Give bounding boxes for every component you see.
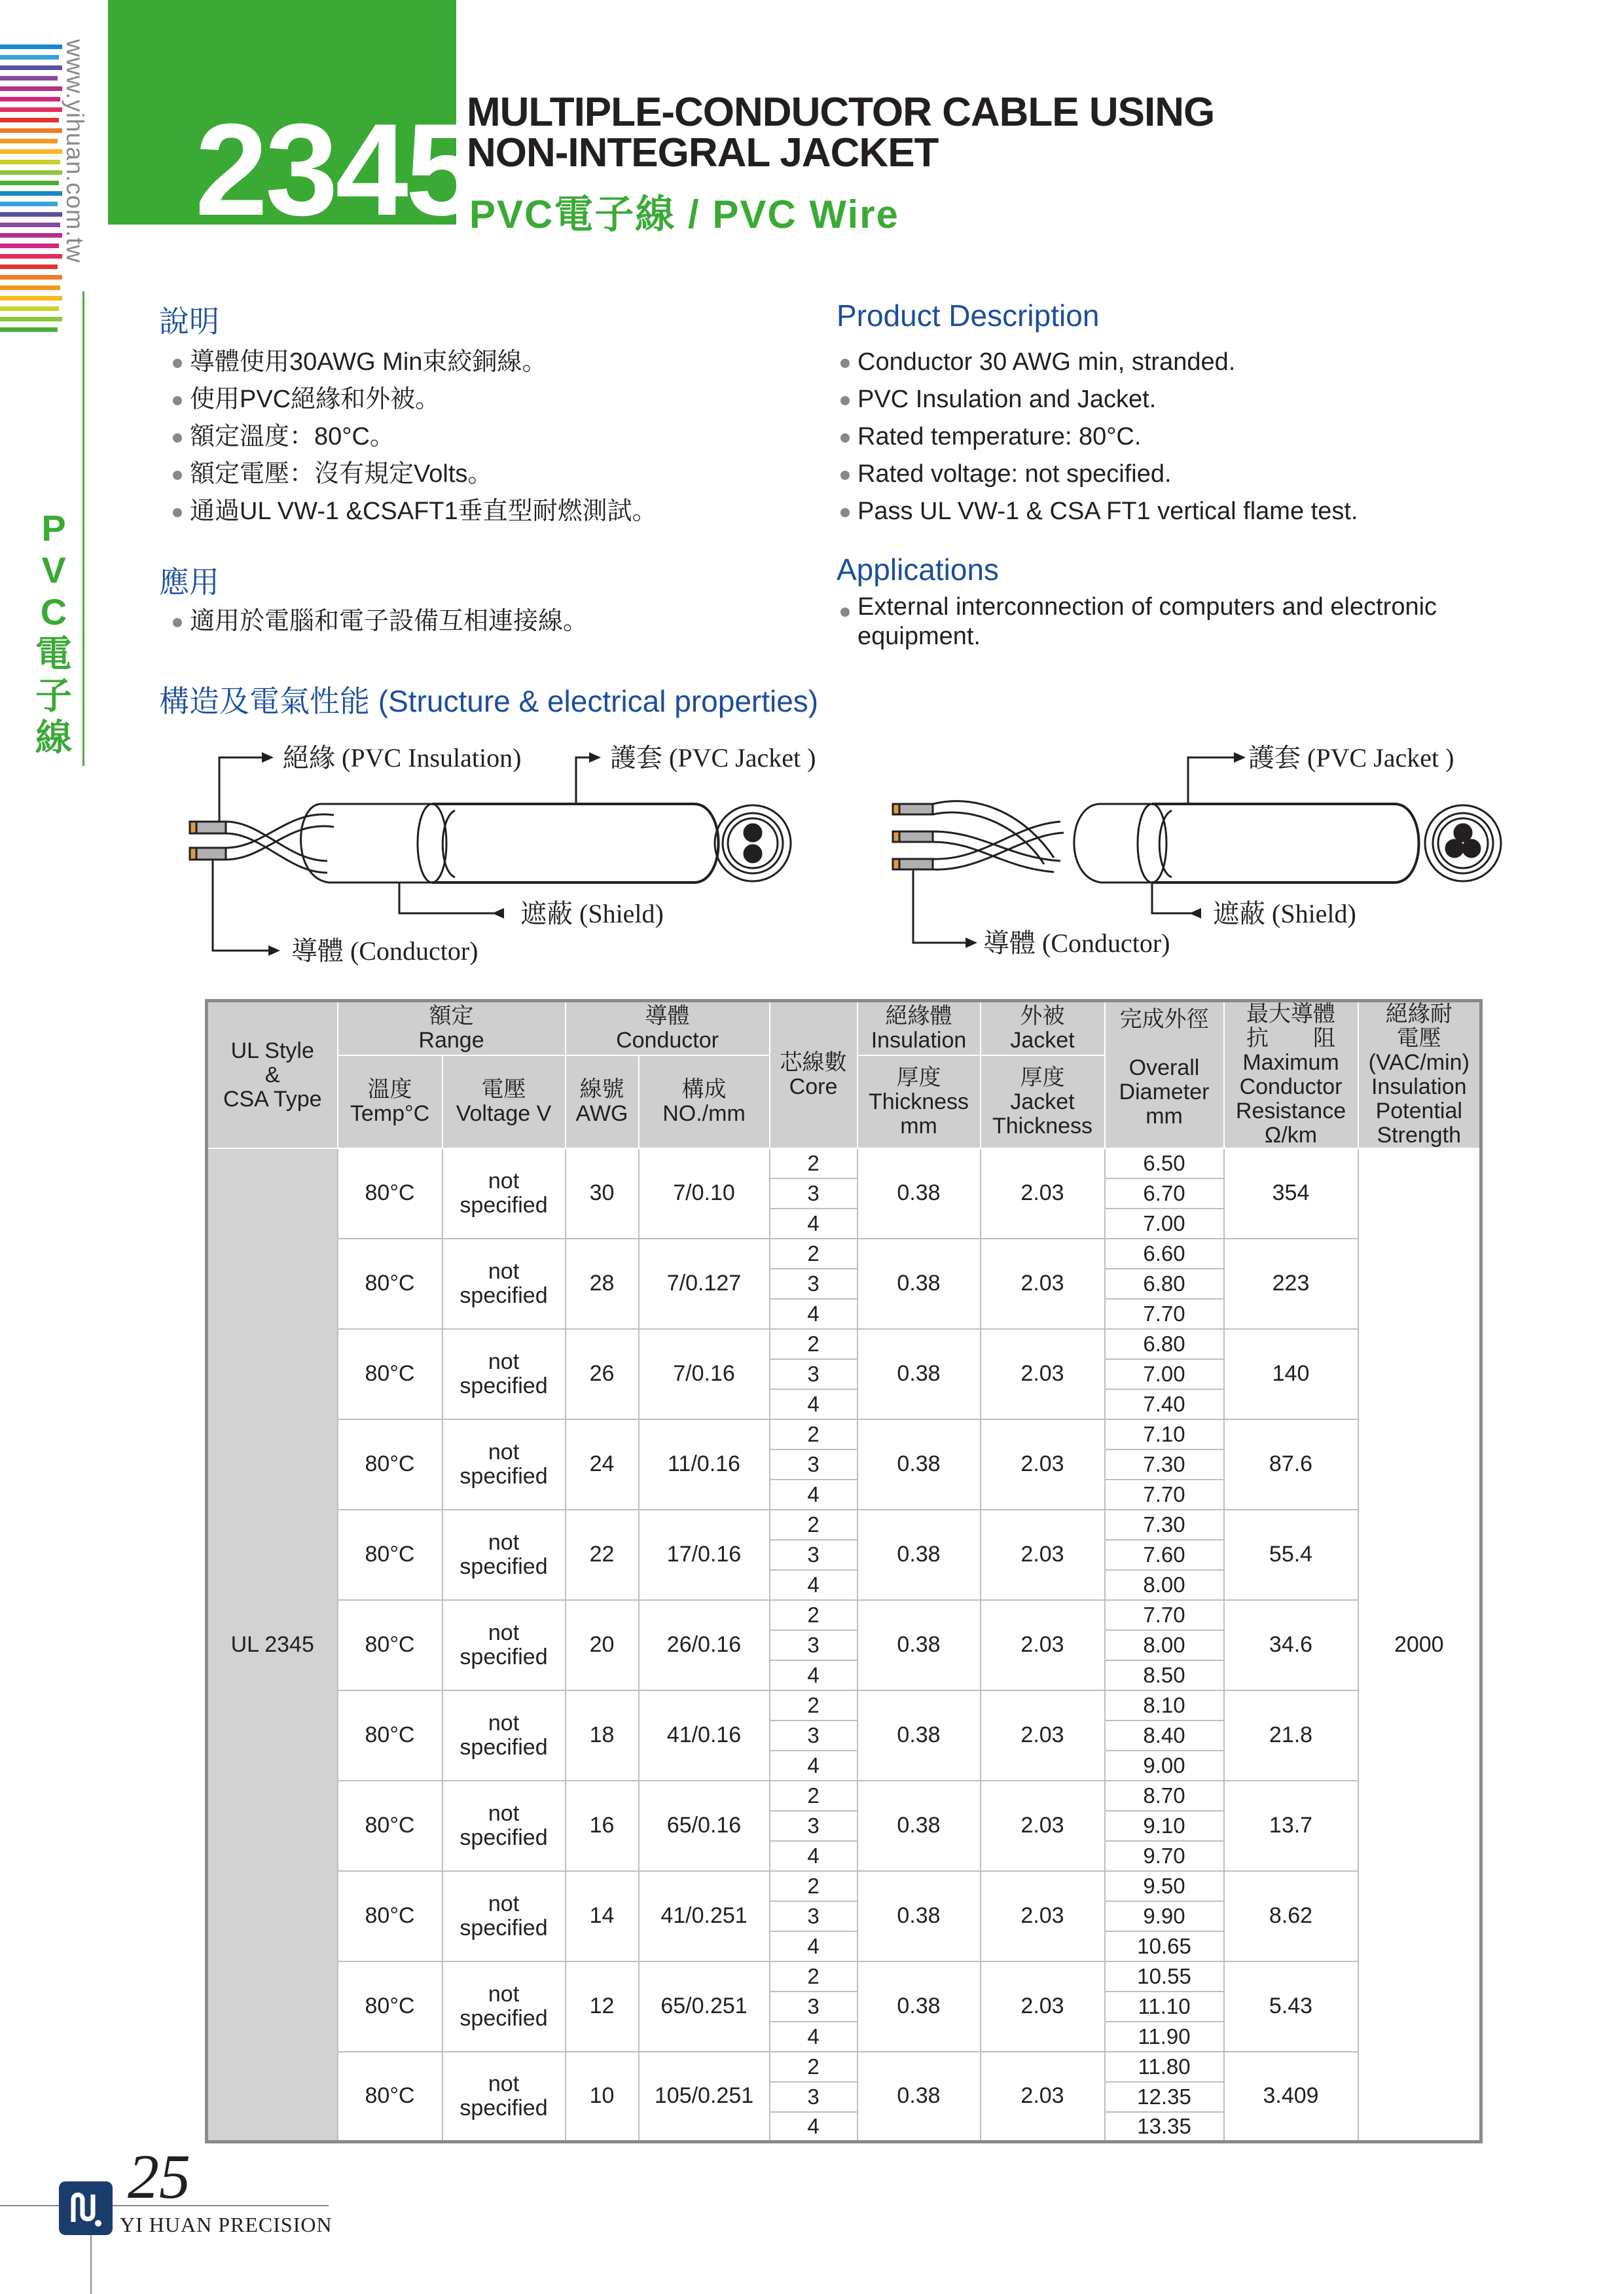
diameter-cell: 9.10 xyxy=(1105,1811,1224,1841)
header-insulation: 絕緣體 Insulation xyxy=(857,1001,981,1056)
voltage-cell: not specified xyxy=(442,1419,566,1510)
diameter-cell: 7.70 xyxy=(1105,1480,1224,1510)
core-cell: 2 xyxy=(770,1510,857,1540)
voltage-cell: not specified xyxy=(442,1961,566,2052)
list-item: 導體使用30AWG Min束絞銅線。 xyxy=(169,344,823,381)
core-cell: 2 xyxy=(770,1961,857,1992)
diameter-cell: 7.40 xyxy=(1105,1389,1224,1419)
diameter-cell: 7.30 xyxy=(1105,1510,1224,1540)
core-cell: 2 xyxy=(770,1419,857,1449)
diameter-cell: 10.65 xyxy=(1105,1931,1224,1961)
label-conductor: 導體 (Conductor) xyxy=(291,936,478,966)
model-number: 2345 xyxy=(195,97,476,243)
resistance-cell: 13.7 xyxy=(1224,1781,1358,1871)
core-cell: 2 xyxy=(770,1690,857,1720)
core-cell: 4 xyxy=(770,2112,857,2142)
stripe xyxy=(0,139,58,143)
core-cell: 4 xyxy=(770,1299,857,1329)
table-row xyxy=(207,1871,1481,1901)
header-temp: 溫度 Temp°C xyxy=(338,1055,442,1148)
temp-cell: 80°C xyxy=(338,1871,442,1961)
resistance-cell: 140 xyxy=(1224,1329,1358,1419)
stripe xyxy=(0,128,62,133)
core-cell: 4 xyxy=(770,1480,857,1510)
awg-cell: 24 xyxy=(566,1419,639,1510)
temp-cell: 80°C xyxy=(338,1239,442,1329)
temp-cell: 80°C xyxy=(338,1781,442,1871)
applications-en-list xyxy=(837,592,1491,651)
insulation-thickness-cell: 0.38 xyxy=(857,1419,981,1510)
voltage-cell: not specified xyxy=(442,1781,566,1871)
diameter-cell: 13.35 xyxy=(1105,2112,1224,2142)
resistance-cell: 354 xyxy=(1224,1148,1358,1239)
temp-cell: 80°C xyxy=(338,1329,442,1419)
stripe xyxy=(0,149,62,154)
strand-cell: 7/0.16 xyxy=(639,1329,770,1419)
list-item: 額定電壓：沒有規定Volts。 xyxy=(169,456,823,493)
core-cell: 4 xyxy=(770,1570,857,1600)
voltage-cell: not specified xyxy=(442,1871,566,1961)
jacket-thickness-cell: 2.03 xyxy=(981,1239,1105,1329)
list-item: 額定溫度：80°C。 xyxy=(169,418,823,456)
awg-cell: 30 xyxy=(566,1148,639,1239)
diameter-cell: 9.90 xyxy=(1105,1901,1224,1931)
insulation-thickness-cell: 0.38 xyxy=(857,2052,981,2142)
strand-cell: 11/0.16 xyxy=(639,1419,770,1510)
insulation-thickness-cell: 0.38 xyxy=(857,1690,981,1781)
label-conductor-3core: 導體 (Conductor) xyxy=(983,928,1170,958)
resistance-cell: 55.4 xyxy=(1224,1510,1358,1600)
header-resistance: 最大導體 抗 阻 Maximum Conductor Resistance Ω/km xyxy=(1224,1001,1358,1149)
label-shield: 遮蔽 (Shield) xyxy=(520,899,664,928)
diameter-cell: 7.30 xyxy=(1105,1449,1224,1480)
description-zh-list xyxy=(169,344,823,530)
header-potential: 絕緣耐 電壓 (VAC/min) Insulation Potential Strength xyxy=(1358,1001,1481,1149)
table-row xyxy=(207,1148,1481,1178)
insulation-thickness-cell: 0.38 xyxy=(857,1148,981,1239)
resistance-cell: 3.409 xyxy=(1224,2052,1358,2142)
jacket-thickness-cell: 2.03 xyxy=(981,1148,1105,1239)
sidebar-divider xyxy=(82,291,84,766)
stripe xyxy=(0,306,59,311)
voltage-cell: not specified xyxy=(442,2052,566,2142)
voltage-cell: not specified xyxy=(442,1510,566,1600)
stripe xyxy=(0,191,62,196)
core-cell: 3 xyxy=(770,2082,857,2112)
awg-cell: 28 xyxy=(566,1239,639,1329)
structure-heading: 構造及電氣性能 (Structure & electrical properties) xyxy=(159,684,819,718)
diameter-cell: 9.70 xyxy=(1105,1841,1224,1871)
diameter-cell: 10.55 xyxy=(1105,1961,1224,1992)
header-core: 芯線數 Core xyxy=(770,1001,857,1149)
stripe xyxy=(0,202,58,206)
description-en-heading: Product Description xyxy=(837,299,1100,333)
awg-cell: 20 xyxy=(566,1600,639,1690)
awg-cell: 26 xyxy=(566,1329,639,1419)
diameter-cell: 6.80 xyxy=(1105,1329,1224,1359)
strand-cell: 65/0.251 xyxy=(639,1961,770,2052)
jacket-thickness-cell: 2.03 xyxy=(981,1600,1105,1690)
diameter-cell: 11.10 xyxy=(1105,1992,1224,2022)
description-zh-heading: 說明 xyxy=(159,304,219,338)
voltage-cell: not specified xyxy=(442,1329,566,1419)
core-cell: 4 xyxy=(770,1660,857,1690)
list-item: 使用PVC絕緣和外被。 xyxy=(169,381,823,418)
core-cell: 3 xyxy=(770,1540,857,1570)
core-cell: 3 xyxy=(770,1359,857,1389)
insulation-thickness-cell: 0.38 xyxy=(857,1329,981,1419)
diameter-cell: 6.50 xyxy=(1105,1148,1224,1178)
jacket-thickness-cell: 2.03 xyxy=(981,1690,1105,1781)
table-row xyxy=(207,2052,1481,2082)
core-cell: 2 xyxy=(770,1148,857,1178)
table-row xyxy=(207,1600,1481,1630)
stripe xyxy=(0,317,62,321)
header-strand: 構成 NO./mm xyxy=(639,1055,770,1148)
label-insulation: 絕緣 (PVC Insulation) xyxy=(283,743,522,773)
stripe xyxy=(0,244,59,248)
diameter-cell: 12.35 xyxy=(1105,2082,1224,2112)
stripe xyxy=(0,264,58,269)
diameter-cell: 6.80 xyxy=(1105,1269,1224,1299)
color-stripes xyxy=(0,45,62,338)
strand-cell: 41/0.251 xyxy=(639,1871,770,1961)
temp-cell: 80°C xyxy=(338,1510,442,1600)
header-ins-thickness: 厚度 Thickness mm xyxy=(857,1055,981,1148)
page-number: 25 xyxy=(128,2141,190,2212)
core-cell: 4 xyxy=(770,1751,857,1781)
table-row xyxy=(207,1329,1481,1359)
header-conductor: 導體 Conductor xyxy=(566,1001,770,1056)
strand-cell: 41/0.16 xyxy=(639,1690,770,1781)
strand-cell: 26/0.16 xyxy=(639,1600,770,1690)
potential-cell: 2000 xyxy=(1358,1148,1481,2142)
insulation-thickness-cell: 0.38 xyxy=(857,1510,981,1600)
stripe xyxy=(0,212,62,217)
table-row xyxy=(207,1510,1481,1540)
stripe xyxy=(0,223,60,227)
insulation-thickness-cell: 0.38 xyxy=(857,1871,981,1961)
temp-cell: 80°C xyxy=(338,1419,442,1510)
page-title-line2: NON-INTEGRAL JACKET xyxy=(467,130,939,175)
applications-en-heading: Applications xyxy=(837,553,1000,587)
website-url: www.yihuan.com.tw xyxy=(62,39,88,263)
table-row xyxy=(207,1239,1481,1269)
stripe xyxy=(0,327,58,332)
core-cell: 3 xyxy=(770,1630,857,1660)
awg-cell: 16 xyxy=(566,1781,639,1871)
resistance-cell: 223 xyxy=(1224,1239,1358,1329)
diameter-cell: 9.00 xyxy=(1105,1751,1224,1781)
core-cell: 3 xyxy=(770,1178,857,1209)
core-cell: 2 xyxy=(770,1600,857,1630)
list-item: Pass UL VW-1 & CSA FT1 vertical flame test. xyxy=(837,493,1557,530)
core-cell: 4 xyxy=(770,1209,857,1239)
list-item: Rated voltage: not specified. xyxy=(837,456,1557,493)
diameter-cell: 8.50 xyxy=(1105,1660,1224,1690)
header-range: 額定 Range xyxy=(338,1001,566,1056)
jacket-thickness-cell: 2.03 xyxy=(981,1871,1105,1961)
core-cell: 4 xyxy=(770,1389,857,1419)
header-ul-style: UL Style & CSA Type xyxy=(207,1001,338,1149)
jacket-thickness-cell: 2.03 xyxy=(981,1781,1105,1871)
core-cell: 3 xyxy=(770,1720,857,1751)
awg-cell: 18 xyxy=(566,1690,639,1781)
voltage-cell: not specified xyxy=(442,1690,566,1781)
insulation-thickness-cell: 0.38 xyxy=(857,1600,981,1690)
diameter-cell: 9.50 xyxy=(1105,1871,1224,1901)
core-cell: 2 xyxy=(770,2052,857,2082)
diameter-cell: 7.60 xyxy=(1105,1540,1224,1570)
strand-cell: 105/0.251 xyxy=(639,2052,770,2142)
page-subtitle: PVC電子線 / PVC Wire xyxy=(469,192,899,236)
awg-cell: 12 xyxy=(566,1961,639,2052)
stripe xyxy=(0,275,62,280)
insulation-thickness-cell: 0.38 xyxy=(857,1961,981,2052)
two-core-cable-drawing xyxy=(190,757,791,951)
strand-cell: 17/0.16 xyxy=(639,1510,770,1600)
diameter-cell: 8.70 xyxy=(1105,1781,1224,1811)
stripe xyxy=(0,296,62,300)
applications-zh-list xyxy=(169,603,823,640)
awg-cell: 22 xyxy=(566,1510,639,1600)
list-item: PVC Insulation and Jacket. xyxy=(837,381,1557,418)
jacket-thickness-cell: 2.03 xyxy=(981,1961,1105,2052)
core-cell: 4 xyxy=(770,2022,857,2052)
diameter-cell: 8.00 xyxy=(1105,1630,1224,1660)
table-row xyxy=(207,1419,1481,1449)
strand-cell: 65/0.16 xyxy=(639,1781,770,1871)
diameter-cell: 8.00 xyxy=(1105,1570,1224,1600)
stripe xyxy=(0,181,59,185)
core-cell: 3 xyxy=(770,1811,857,1841)
diameter-cell: 11.90 xyxy=(1105,2022,1224,2052)
core-cell: 4 xyxy=(770,1841,857,1871)
list-item: 通過UL VW-1 &CSAFT1垂直型耐燃測試。 xyxy=(169,493,823,530)
header-jacket: 外被 Jacket xyxy=(981,1001,1105,1056)
core-cell: 2 xyxy=(770,1239,857,1269)
stripe xyxy=(0,55,59,60)
label-shield-3core: 遮蔽 (Shield) xyxy=(1213,899,1356,928)
description-en-list xyxy=(837,344,1557,530)
list-item: Rated temperature: 80°C. xyxy=(837,418,1557,456)
voltage-cell: not specified xyxy=(442,1600,566,1690)
core-cell: 4 xyxy=(770,1931,857,1961)
stripe xyxy=(0,97,60,101)
list-item: Conductor 30 AWG min, stranded. xyxy=(837,344,1557,381)
temp-cell: 80°C xyxy=(338,1148,442,1239)
table-row xyxy=(207,1961,1481,1992)
core-cell: 2 xyxy=(770,1781,857,1811)
company-name: YI HUAN PRECISION xyxy=(120,2213,333,2236)
jacket-thickness-cell: 2.03 xyxy=(981,1329,1105,1419)
insulation-thickness-cell: 0.38 xyxy=(857,1239,981,1329)
table-row xyxy=(207,1690,1481,1720)
jacket-thickness-cell: 2.03 xyxy=(981,1510,1105,1600)
voltage-cell: not specified xyxy=(442,1148,566,1239)
diameter-cell: 6.70 xyxy=(1105,1178,1224,1209)
core-cell: 2 xyxy=(770,1329,857,1359)
label-jacket: 護套 (PVC Jacket ) xyxy=(610,743,816,773)
diameter-cell: 8.40 xyxy=(1105,1720,1224,1751)
jacket-thickness-cell: 2.03 xyxy=(981,2052,1105,2142)
strand-cell: 7/0.127 xyxy=(639,1239,770,1329)
vertical-title: P V C 電 子 線 xyxy=(35,507,72,758)
diameter-cell: 7.10 xyxy=(1105,1419,1224,1449)
stripe xyxy=(0,170,62,175)
stripe xyxy=(0,118,59,122)
spec-table xyxy=(205,999,1483,2143)
diameter-cell: 11.80 xyxy=(1105,2052,1224,2082)
stripe xyxy=(0,107,62,112)
header-voltage: 電壓 Voltage V xyxy=(442,1055,566,1148)
core-cell: 3 xyxy=(770,1449,857,1480)
jacket-thickness-cell: 2.03 xyxy=(981,1419,1105,1510)
temp-cell: 80°C xyxy=(338,1961,442,2052)
header-awg: 線號 AWG xyxy=(566,1055,639,1148)
stripe xyxy=(0,45,62,49)
awg-cell: 14 xyxy=(566,1871,639,1961)
awg-cell: 10 xyxy=(566,2052,639,2142)
header-jacket-thickness: 厚度 Jacket Thickness xyxy=(981,1055,1105,1148)
cable-structure-diagram xyxy=(157,727,1519,982)
resistance-cell: 5.43 xyxy=(1224,1961,1358,2052)
diameter-cell: 6.60 xyxy=(1105,1239,1224,1269)
strand-cell: 7/0.10 xyxy=(639,1148,770,1239)
stripe xyxy=(0,65,62,70)
applications-zh-heading: 應用 xyxy=(159,565,219,599)
diameter-cell: 7.00 xyxy=(1105,1359,1224,1389)
insulation-thickness-cell: 0.38 xyxy=(857,1781,981,1871)
stripe xyxy=(0,86,62,91)
stripe xyxy=(0,254,62,259)
temp-cell: 80°C xyxy=(338,2052,442,2142)
core-cell: 2 xyxy=(770,1871,857,1901)
list-item: External interconnection of computers and electronic equipment. xyxy=(837,592,1491,651)
stripe xyxy=(0,233,62,238)
label-jacket-3core: 護套 (PVC Jacket ) xyxy=(1248,743,1454,773)
stripe xyxy=(0,285,60,290)
core-cell: 3 xyxy=(770,1269,857,1299)
table-row xyxy=(207,1781,1481,1811)
core-cell: 3 xyxy=(770,1992,857,2022)
stripe xyxy=(0,76,58,81)
resistance-cell: 21.8 xyxy=(1224,1690,1358,1781)
resistance-cell: 87.6 xyxy=(1224,1419,1358,1510)
stripe xyxy=(0,160,60,164)
page-title-line1: MULTIPLE-CONDUCTOR CABLE USING xyxy=(467,90,1215,135)
temp-cell: 80°C xyxy=(338,1690,442,1781)
voltage-cell: not specified xyxy=(442,1239,566,1329)
core-cell: 3 xyxy=(770,1901,857,1931)
list-item: 適用於電腦和電子設備互相連接線。 xyxy=(169,603,823,640)
temp-cell: 80°C xyxy=(338,1600,442,1690)
ul-style-cell: UL 2345 xyxy=(207,1148,338,2142)
resistance-cell: 34.6 xyxy=(1224,1600,1358,1690)
diameter-cell: 7.70 xyxy=(1105,1299,1224,1329)
diameter-cell: 8.10 xyxy=(1105,1690,1224,1720)
resistance-cell: 8.62 xyxy=(1224,1871,1358,1961)
diameter-cell: 7.70 xyxy=(1105,1600,1224,1630)
header-diameter: 完成外徑 Overall Diameter mm xyxy=(1105,1001,1224,1149)
yihuan-logo-icon xyxy=(59,2181,113,2235)
diameter-cell: 7.00 xyxy=(1105,1209,1224,1239)
